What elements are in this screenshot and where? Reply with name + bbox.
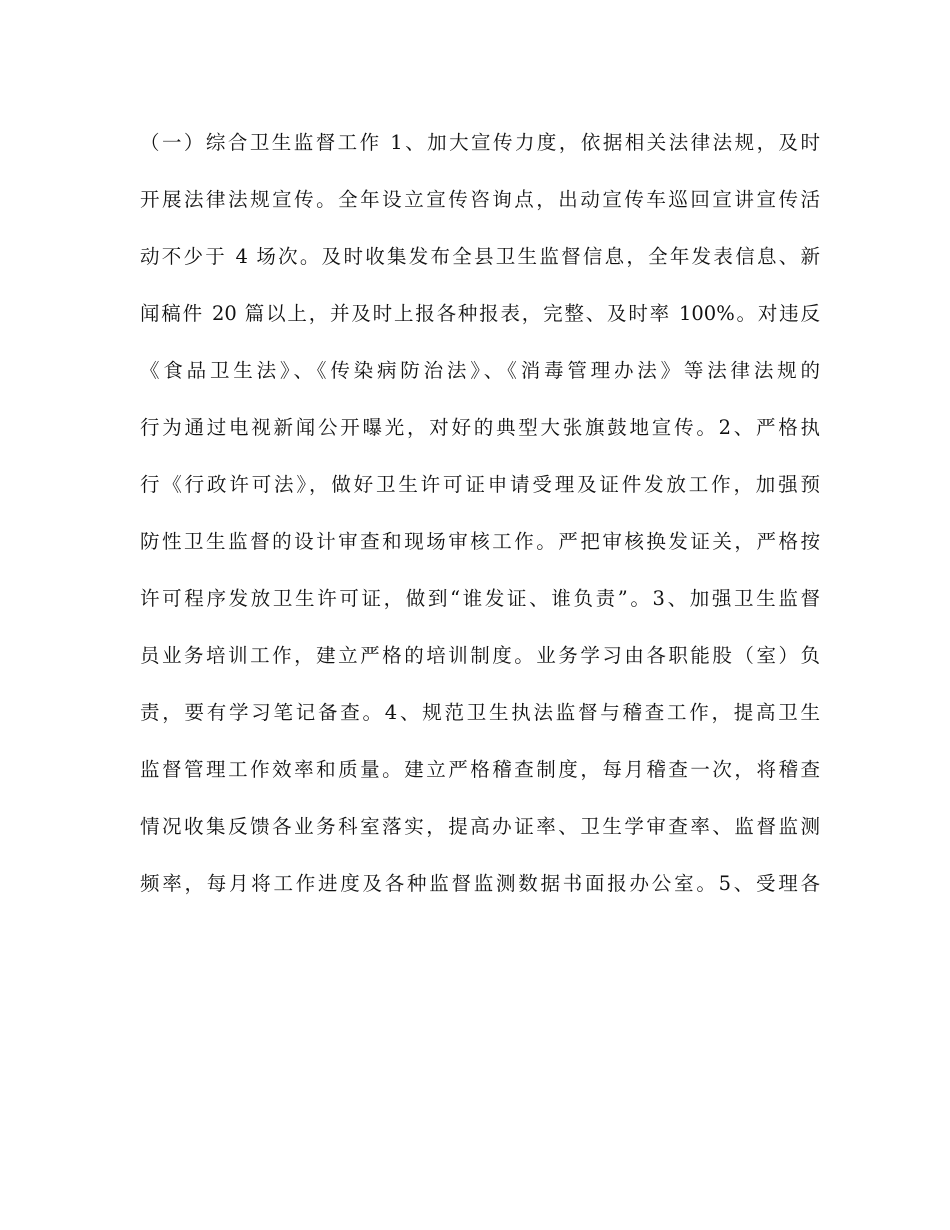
text-line-2: 开展法律法规宣传。全年设立宣传咨询点，出动宣传车巡回宣讲宣传活: [140, 188, 820, 211]
text-line-5: 《食品卫生法》、《传染病防治法》、《消毒管理办法》等法律法规的: [140, 359, 820, 382]
text-line-11: 责，要有学习笔记备查。4、规范卫生执法监督与稽查工作，提高卫生: [140, 701, 820, 724]
text-line-8: 防性卫生监督的设计审查和现场审核工作。严把审核换发证关，严格按: [140, 530, 820, 553]
text-line-9: 许可程序发放卫生许可证，做到“谁发证、谁负责”。3、加强卫生监督: [140, 587, 820, 610]
text-line-7: 行《行政许可法》，做好卫生许可证申请受理及证件发放工作，加强预: [140, 473, 820, 496]
text-line-10: 员业务培训工作，建立严格的培训制度。业务学习由各职能股（室）负: [140, 644, 820, 667]
text-line-13: 情况收集反馈各业务科室落实，提高办证率、卫生学审查率、监督监测: [140, 815, 820, 838]
text-line-12: 监督管理工作效率和质量。建立严格稽查制度，每月稽查一次，将稽查: [140, 758, 820, 781]
body-text: [140, 125, 820, 923]
text-line-1: （一）综合卫生监督工作 1、加大宣传力度，依据相关法律法规，及时: [140, 131, 820, 154]
text-line-3: 动不少于 4 场次。及时收集发布全县卫生监督信息，全年发表信息、新: [140, 245, 820, 268]
text-line-4: 闻稿件 20 篇以上，并及时上报各种报表，完整、及时率 100%。对违反: [140, 302, 820, 325]
text-line-14: 频率，每月将工作进度及各种监督监测数据书面报办公室。5、受理各: [140, 872, 820, 895]
text-line-6: 行为通过电视新闻公开曝光，对好的典型大张旗鼓地宣传。2、严格执: [140, 416, 820, 439]
